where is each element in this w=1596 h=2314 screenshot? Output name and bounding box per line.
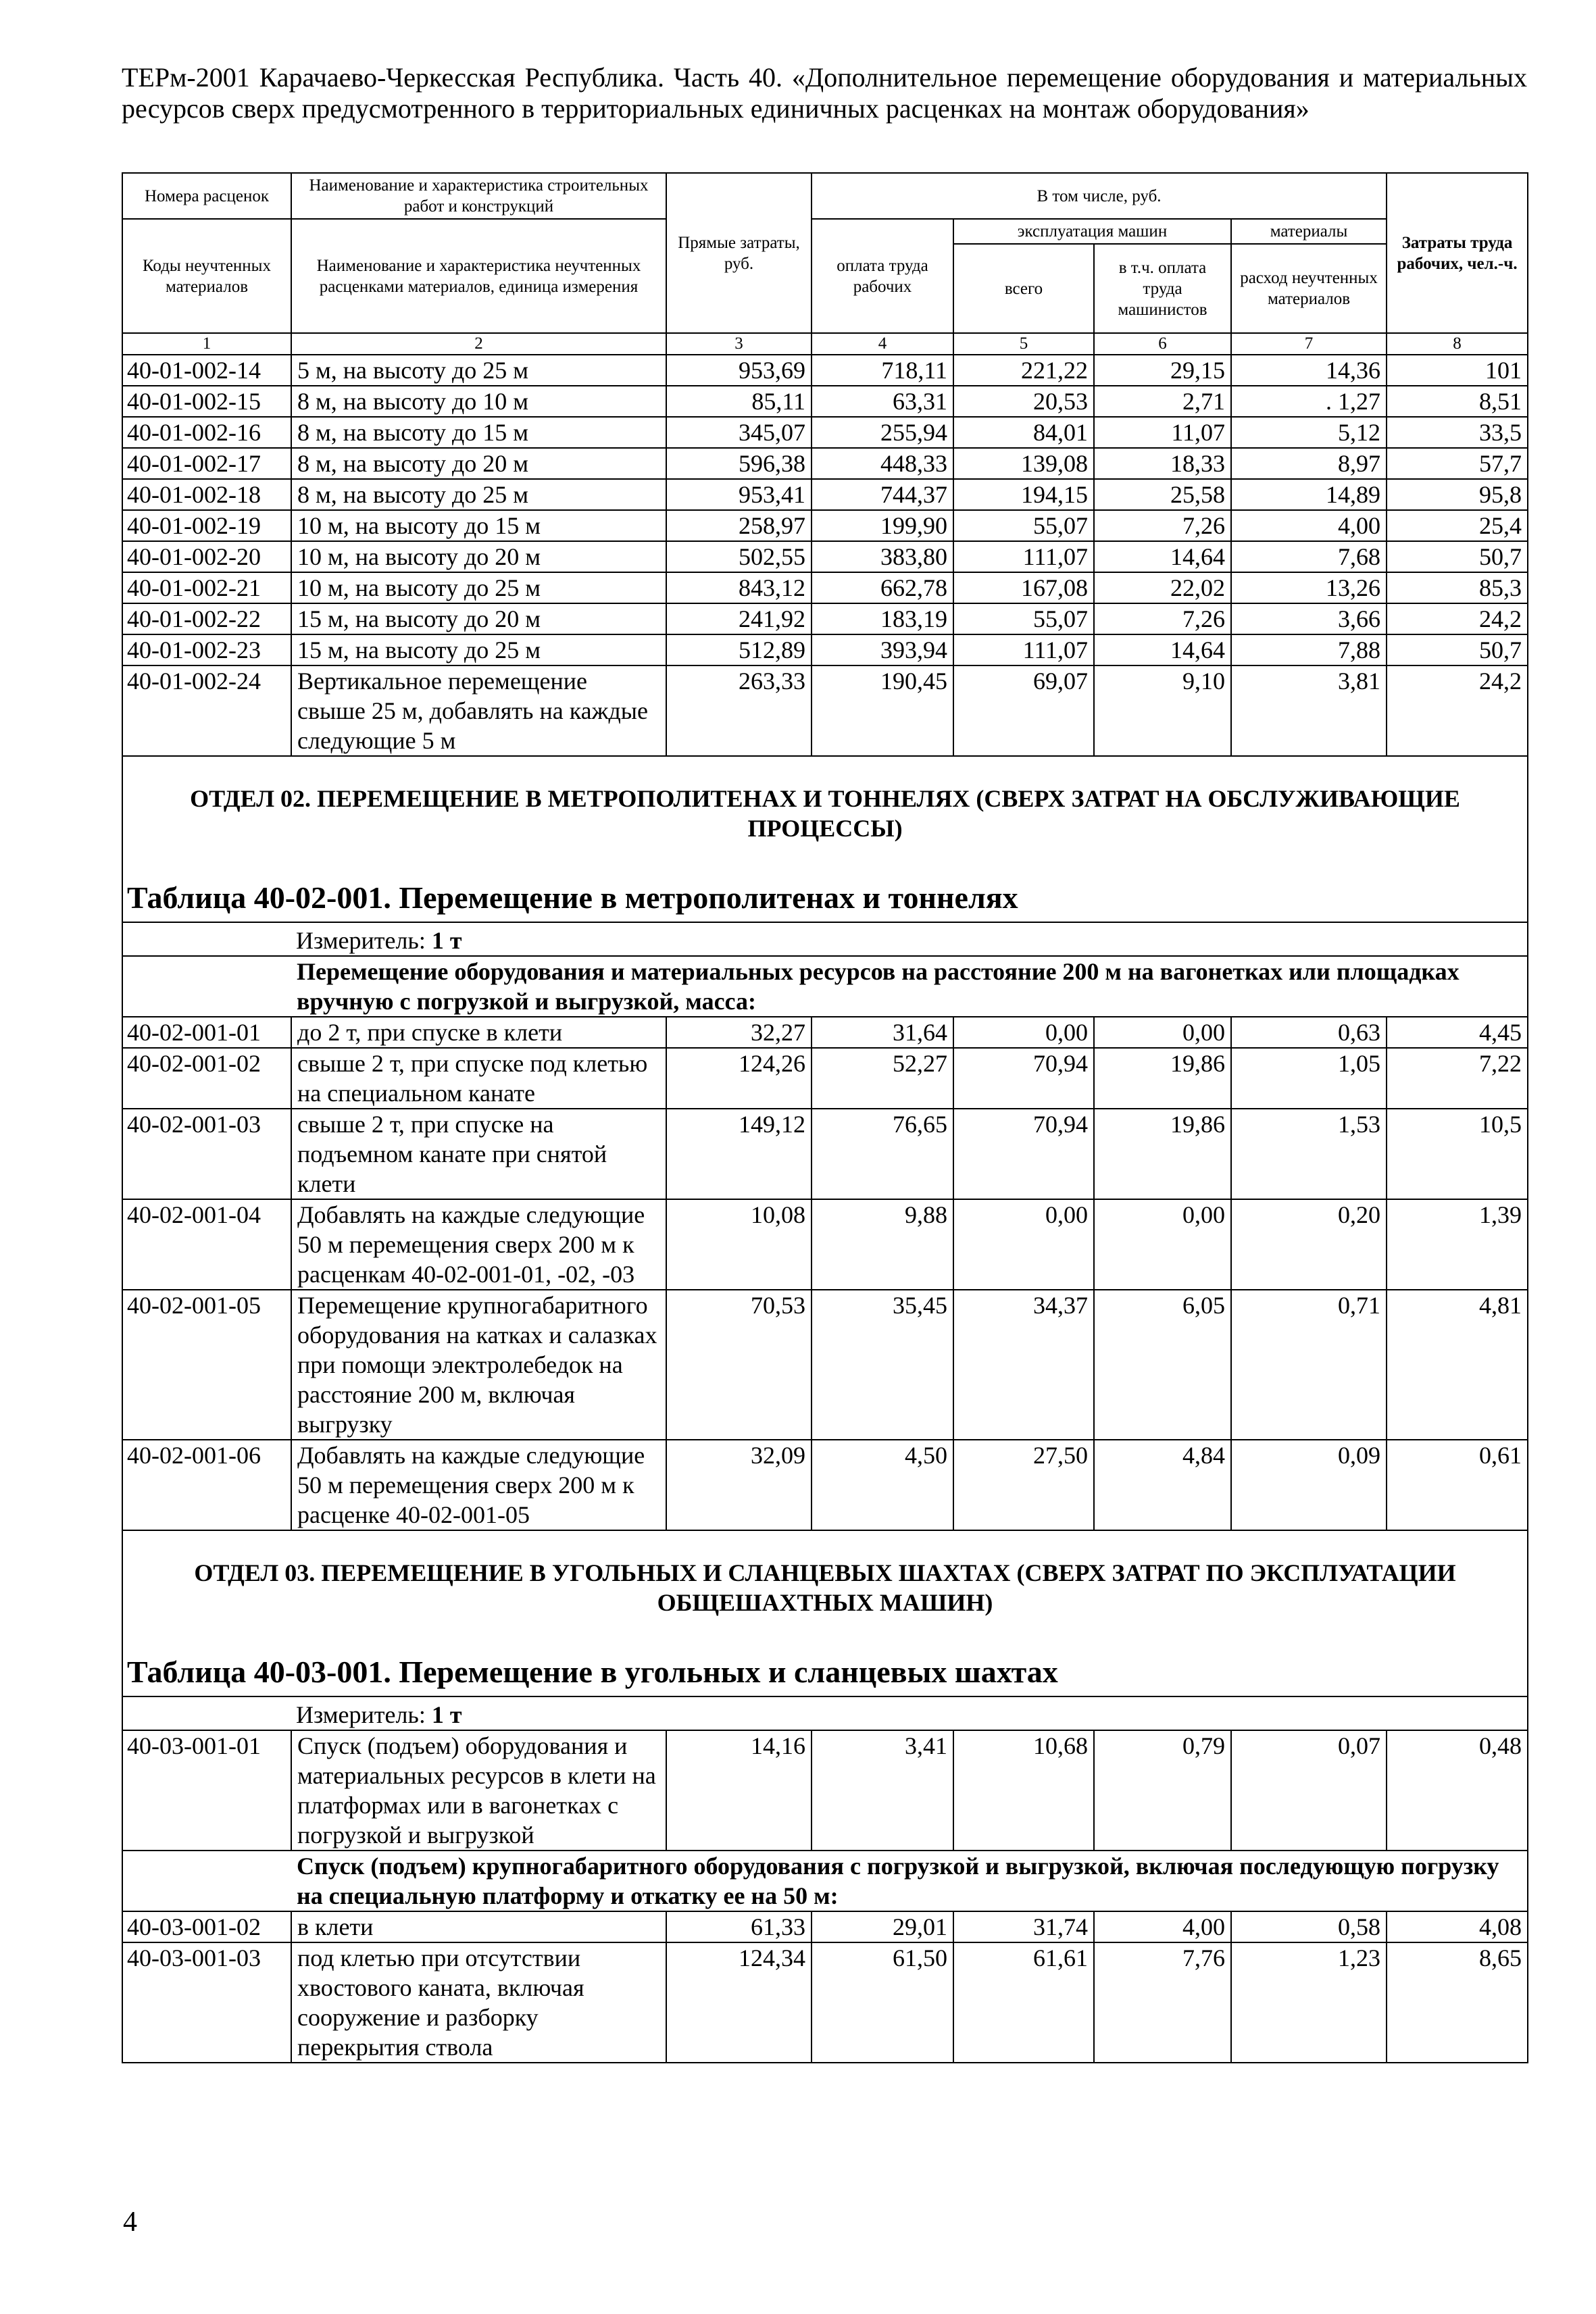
rate-code: 40-01-002-15 <box>122 386 291 417</box>
section2-title: ОТДЕЛ 02. ПЕРЕМЕЩЕНИЕ В МЕТРОПОЛИТЕНАХ И ТОННЕЛЯХ (СВЕРХ ЗАТРАТ НА ОБСЛУЖИВАЮЩИЕ ПРОЦЕССЫ) <box>122 756 1528 867</box>
table-row <box>122 448 1528 479</box>
col-header-machinists-pay: в т.ч. оплата труда машинистов <box>1094 244 1231 333</box>
column-number: 4 <box>812 333 953 355</box>
direct-cost: 241,92 <box>666 603 812 634</box>
labor-pay: 35,45 <box>812 1290 953 1440</box>
labor-pay: 31,64 <box>812 1017 953 1048</box>
rate-description: Добавлять на каждые следующие 50 м перемещения сверх 200 м к расценкам 40-02-001-01, -02, -03 <box>291 1199 666 1290</box>
rate-code: 40-02-001-03 <box>122 1109 291 1199</box>
labor-hours: 0,61 <box>1387 1440 1528 1530</box>
meter-value: 1 т <box>431 1701 462 1728</box>
section3-table-title: Таблица 40-03-001. Перемещение в угольных и сланцевых шахтах <box>122 1642 1528 1696</box>
section2-body <box>122 1017 1528 1530</box>
rate-code: 40-02-001-02 <box>122 1048 291 1109</box>
machinist-pay: 14,64 <box>1094 634 1231 665</box>
rate-code: 40-03-001-02 <box>122 1911 291 1942</box>
rate-description: свыше 2 т, при спуске на подъемном канате при снятой клети <box>291 1109 666 1199</box>
machinist-pay: 29,15 <box>1094 355 1231 386</box>
rate-description: Перемещение крупногабаритного оборудования на катках и салазках при помощи электролебедок на расстояние 200 м, включая выгрузку <box>291 1290 666 1440</box>
table-row <box>122 603 1528 634</box>
column-number: 6 <box>1094 333 1231 355</box>
table-row <box>122 541 1528 572</box>
labor-hours: 10,5 <box>1387 1109 1528 1199</box>
direct-cost: 258,97 <box>666 510 812 541</box>
materials-cost: 8,97 <box>1231 448 1387 479</box>
rate-description: 10 м, на высоту до 25 м <box>291 572 666 603</box>
labor-hours: 101 <box>1387 355 1528 386</box>
section2-table-title: Таблица 40-02-001. Перемещение в метрополитенах и тоннелях <box>122 867 1528 922</box>
machine-cost: 55,07 <box>953 510 1094 541</box>
section3-group-header: Спуск (подъем) крупногабаритного оборудования с погрузкой и выгрузкой, включая последующую погрузку на специальную платформу и откатку ее на 50 м: <box>291 1851 1528 1911</box>
materials-cost: 1,05 <box>1231 1048 1387 1109</box>
rate-description: 10 м, на высоту до 20 м <box>291 541 666 572</box>
rate-description: 8 м, на высоту до 20 м <box>291 448 666 479</box>
rate-code: 40-01-002-21 <box>122 572 291 603</box>
rate-description: в клети <box>291 1911 666 1942</box>
machinist-pay: 7,76 <box>1094 1942 1231 2063</box>
section3-meter <box>122 1696 1528 1730</box>
rates-table <box>122 172 1528 2063</box>
col-header-materials: материалы <box>1231 219 1387 244</box>
rate-code: 40-03-001-01 <box>122 1730 291 1851</box>
machinist-pay: 7,26 <box>1094 510 1231 541</box>
labor-pay: 4,50 <box>812 1440 953 1530</box>
direct-cost: 953,69 <box>666 355 812 386</box>
machinist-pay: 9,10 <box>1094 665 1231 756</box>
meter-label: Измеритель: <box>296 927 426 954</box>
rate-code: 40-01-002-23 <box>122 634 291 665</box>
materials-cost: 3,81 <box>1231 665 1387 756</box>
document-header: ТЕРм-2001 Карачаево-Черкесская Республика. Часть 40. «Дополнительное перемещение оборудования и материальных ресурсов сверх предусмотренного в территориальных единичных расценках на монтаж оборудования» <box>122 62 1527 124</box>
machinist-pay: 11,07 <box>1094 417 1231 448</box>
direct-cost: 85,11 <box>666 386 812 417</box>
table-row <box>122 1911 1528 1942</box>
labor-pay: 383,80 <box>812 541 953 572</box>
machine-cost: 84,01 <box>953 417 1094 448</box>
labor-pay: 255,94 <box>812 417 953 448</box>
labor-hours: 25,4 <box>1387 510 1528 541</box>
rate-code: 40-02-001-01 <box>122 1017 291 1048</box>
materials-cost: 0,09 <box>1231 1440 1387 1530</box>
col-header-name: Наименование и характеристика строительных работ и конструкций <box>291 173 666 219</box>
col-header-labor-cost: Затраты труда рабочих, чел.-ч. <box>1387 173 1528 333</box>
rate-code: 40-01-002-22 <box>122 603 291 634</box>
rate-code: 40-02-001-05 <box>122 1290 291 1440</box>
materials-cost: 5,12 <box>1231 417 1387 448</box>
labor-hours: 1,39 <box>1387 1199 1528 1290</box>
table-row <box>122 1440 1528 1530</box>
machinist-pay: 4,84 <box>1094 1440 1231 1530</box>
materials-cost: 7,88 <box>1231 634 1387 665</box>
col-header-direct: Прямые затраты, руб. <box>666 173 812 333</box>
table-row <box>122 510 1528 541</box>
direct-cost: 263,33 <box>666 665 812 756</box>
materials-cost: 7,68 <box>1231 541 1387 572</box>
table-row <box>122 634 1528 665</box>
direct-cost: 10,08 <box>666 1199 812 1290</box>
rate-description: под клетью при отсутствии хвостового каната, включая сооружение и разборку перекрытия ствола <box>291 1942 666 2063</box>
machine-cost: 167,08 <box>953 572 1094 603</box>
machine-cost: 111,07 <box>953 634 1094 665</box>
rate-code: 40-01-002-17 <box>122 448 291 479</box>
table-row <box>122 1199 1528 1290</box>
rate-code: 40-01-002-20 <box>122 541 291 572</box>
col-header-codes: Коды неучтенных материалов <box>122 219 291 333</box>
direct-cost: 124,26 <box>666 1048 812 1109</box>
rate-description: 10 м, на высоту до 15 м <box>291 510 666 541</box>
labor-hours: 57,7 <box>1387 448 1528 479</box>
machine-cost: 139,08 <box>953 448 1094 479</box>
rate-description: 5 м, на высоту до 25 м <box>291 355 666 386</box>
section2-meter <box>122 922 1528 956</box>
table-row <box>122 355 1528 386</box>
machinist-pay: 19,86 <box>1094 1048 1231 1109</box>
table-row <box>122 572 1528 603</box>
labor-pay: 61,50 <box>812 1942 953 2063</box>
machine-cost: 194,15 <box>953 479 1094 510</box>
rate-code: 40-01-002-14 <box>122 355 291 386</box>
labor-hours: 4,81 <box>1387 1290 1528 1440</box>
direct-cost: 843,12 <box>666 572 812 603</box>
meter-label: Измеритель: <box>296 1701 426 1728</box>
machinist-pay: 7,26 <box>1094 603 1231 634</box>
machinist-pay: 25,58 <box>1094 479 1231 510</box>
machine-cost: 55,07 <box>953 603 1094 634</box>
materials-cost: . 1,27 <box>1231 386 1387 417</box>
materials-cost: 4,00 <box>1231 510 1387 541</box>
rate-code: 40-01-002-24 <box>122 665 291 756</box>
table-row <box>122 479 1528 510</box>
labor-pay: 76,65 <box>812 1109 953 1199</box>
col-header-including: В том числе, руб. <box>812 173 1387 219</box>
col-header-name-materials: Наименование и характеристика неучтенных расценками материалов, единица измерения <box>291 219 666 333</box>
machine-cost: 34,37 <box>953 1290 1094 1440</box>
materials-cost: 3,66 <box>1231 603 1387 634</box>
materials-cost: 1,53 <box>1231 1109 1387 1199</box>
labor-hours: 95,8 <box>1387 479 1528 510</box>
labor-hours: 4,08 <box>1387 1911 1528 1942</box>
machine-cost: 61,61 <box>953 1942 1094 2063</box>
table-row <box>122 1730 1528 1851</box>
column-numbers-row <box>122 333 1528 355</box>
rate-description: Спуск (подъем) оборудования и материальных ресурсов в клети на платформах или в вагонетках с погрузкой и выгрузкой <box>291 1730 666 1851</box>
machinist-pay: 2,71 <box>1094 386 1231 417</box>
materials-cost: 14,89 <box>1231 479 1387 510</box>
rate-code: 40-02-001-06 <box>122 1440 291 1530</box>
machine-cost: 221,22 <box>953 355 1094 386</box>
table-row <box>122 417 1528 448</box>
column-number: 5 <box>953 333 1094 355</box>
page-number: 4 <box>123 2207 137 2238</box>
direct-cost: 32,27 <box>666 1017 812 1048</box>
meter-value: 1 т <box>431 927 462 954</box>
labor-hours: 8,51 <box>1387 386 1528 417</box>
labor-hours: 4,45 <box>1387 1017 1528 1048</box>
materials-cost: 0,58 <box>1231 1911 1387 1942</box>
machine-cost: 20,53 <box>953 386 1094 417</box>
column-number: 7 <box>1231 333 1387 355</box>
section1-body <box>122 355 1528 756</box>
col-header-materials-unaccounted: расход неучтенных материалов <box>1231 244 1387 333</box>
direct-cost: 596,38 <box>666 448 812 479</box>
direct-cost: 61,33 <box>666 1911 812 1942</box>
labor-pay: 183,19 <box>812 603 953 634</box>
labor-pay: 190,45 <box>812 665 953 756</box>
labor-pay: 52,27 <box>812 1048 953 1109</box>
rate-description: Добавлять на каждые следующие 50 м перемещения сверх 200 м к расценке 40-02-001-05 <box>291 1440 666 1530</box>
machinist-pay: 0,00 <box>1094 1017 1231 1048</box>
labor-hours: 7,22 <box>1387 1048 1528 1109</box>
rate-code: 40-01-002-16 <box>122 417 291 448</box>
direct-cost: 502,55 <box>666 541 812 572</box>
direct-cost: 953,41 <box>666 479 812 510</box>
rate-code: 40-01-002-18 <box>122 479 291 510</box>
col-header-rate-numbers: Номера расценок <box>122 173 291 219</box>
machinist-pay: 14,64 <box>1094 541 1231 572</box>
direct-cost: 124,34 <box>666 1942 812 2063</box>
labor-pay: 3,41 <box>812 1730 953 1851</box>
machinist-pay: 0,00 <box>1094 1199 1231 1290</box>
machine-cost: 70,94 <box>953 1109 1094 1199</box>
table-row <box>122 1017 1528 1048</box>
machine-cost: 111,07 <box>953 541 1094 572</box>
direct-cost: 14,16 <box>666 1730 812 1851</box>
rate-description: 15 м, на высоту до 25 м <box>291 634 666 665</box>
labor-pay: 448,33 <box>812 448 953 479</box>
machinist-pay: 4,00 <box>1094 1911 1231 1942</box>
direct-cost: 32,09 <box>666 1440 812 1530</box>
direct-cost: 512,89 <box>666 634 812 665</box>
machine-cost: 31,74 <box>953 1911 1094 1942</box>
labor-hours: 8,65 <box>1387 1942 1528 2063</box>
table-row <box>122 1942 1528 2063</box>
direct-cost: 345,07 <box>666 417 812 448</box>
labor-pay: 63,31 <box>812 386 953 417</box>
col-header-machines: эксплуатация машин <box>953 219 1231 244</box>
machine-cost: 10,68 <box>953 1730 1094 1851</box>
rate-description: Вертикальное перемещение свыше 25 м, добавлять на каждые следующие 5 м <box>291 665 666 756</box>
rate-code: 40-02-001-04 <box>122 1199 291 1290</box>
rate-code: 40-03-001-03 <box>122 1942 291 2063</box>
labor-pay: 718,11 <box>812 355 953 386</box>
labor-hours: 50,7 <box>1387 541 1528 572</box>
table-row <box>122 1109 1528 1199</box>
labor-pay: 199,90 <box>812 510 953 541</box>
rate-description: 8 м, на высоту до 10 м <box>291 386 666 417</box>
machinist-pay: 19,86 <box>1094 1109 1231 1199</box>
table-row <box>122 1048 1528 1109</box>
labor-pay: 662,78 <box>812 572 953 603</box>
section3-body-a <box>122 1730 1528 1851</box>
materials-cost: 0,20 <box>1231 1199 1387 1290</box>
column-number: 2 <box>291 333 666 355</box>
materials-cost: 13,26 <box>1231 572 1387 603</box>
rate-description: до 2 т, при спуске в клети <box>291 1017 666 1048</box>
labor-pay: 393,94 <box>812 634 953 665</box>
labor-hours: 24,2 <box>1387 603 1528 634</box>
machinist-pay: 22,02 <box>1094 572 1231 603</box>
materials-cost: 0,71 <box>1231 1290 1387 1440</box>
table-row <box>122 665 1528 756</box>
labor-hours: 85,3 <box>1387 572 1528 603</box>
machine-cost: 27,50 <box>953 1440 1094 1530</box>
section3-title: ОТДЕЛ 03. ПЕРЕМЕЩЕНИЕ В УГОЛЬНЫХ И СЛАНЦЕВЫХ ШАХТАХ (СВЕРХ ЗАТРАТ ПО ЭКСПЛУАТАЦИИ ОБЩЕШАХТНЫХ МАШИН) <box>122 1530 1528 1642</box>
column-number: 1 <box>122 333 291 355</box>
col-header-machines-total: всего <box>953 244 1094 333</box>
labor-pay: 744,37 <box>812 479 953 510</box>
machine-cost: 70,94 <box>953 1048 1094 1109</box>
section3-body-b <box>122 1911 1528 2063</box>
machine-cost: 0,00 <box>953 1017 1094 1048</box>
direct-cost: 149,12 <box>666 1109 812 1199</box>
labor-pay: 29,01 <box>812 1911 953 1942</box>
col-header-labor-pay: оплата труда рабочих <box>812 219 953 333</box>
table-row <box>122 386 1528 417</box>
materials-cost: 14,36 <box>1231 355 1387 386</box>
labor-hours: 33,5 <box>1387 417 1528 448</box>
labor-hours: 50,7 <box>1387 634 1528 665</box>
rate-description: 15 м, на высоту до 20 м <box>291 603 666 634</box>
machinist-pay: 6,05 <box>1094 1290 1231 1440</box>
materials-cost: 0,63 <box>1231 1017 1387 1048</box>
column-number: 3 <box>666 333 812 355</box>
direct-cost: 70,53 <box>666 1290 812 1440</box>
materials-cost: 0,07 <box>1231 1730 1387 1851</box>
materials-cost: 1,23 <box>1231 1942 1387 2063</box>
rate-description: свыше 2 т, при спуске под клетью на специальном канате <box>291 1048 666 1109</box>
machinist-pay: 0,79 <box>1094 1730 1231 1851</box>
column-number: 8 <box>1387 333 1528 355</box>
section2-group-header: Перемещение оборудования и материальных ресурсов на расстояние 200 м на вагонетках или площадках вручную с погрузкой и выгрузкой, масса: <box>291 956 1528 1017</box>
machine-cost: 0,00 <box>953 1199 1094 1290</box>
labor-hours: 0,48 <box>1387 1730 1528 1851</box>
labor-hours: 24,2 <box>1387 665 1528 756</box>
labor-pay: 9,88 <box>812 1199 953 1290</box>
machine-cost: 69,07 <box>953 665 1094 756</box>
rate-description: 8 м, на высоту до 25 м <box>291 479 666 510</box>
machinist-pay: 18,33 <box>1094 448 1231 479</box>
rate-code: 40-01-002-19 <box>122 510 291 541</box>
rate-description: 8 м, на высоту до 15 м <box>291 417 666 448</box>
table-row <box>122 1290 1528 1440</box>
